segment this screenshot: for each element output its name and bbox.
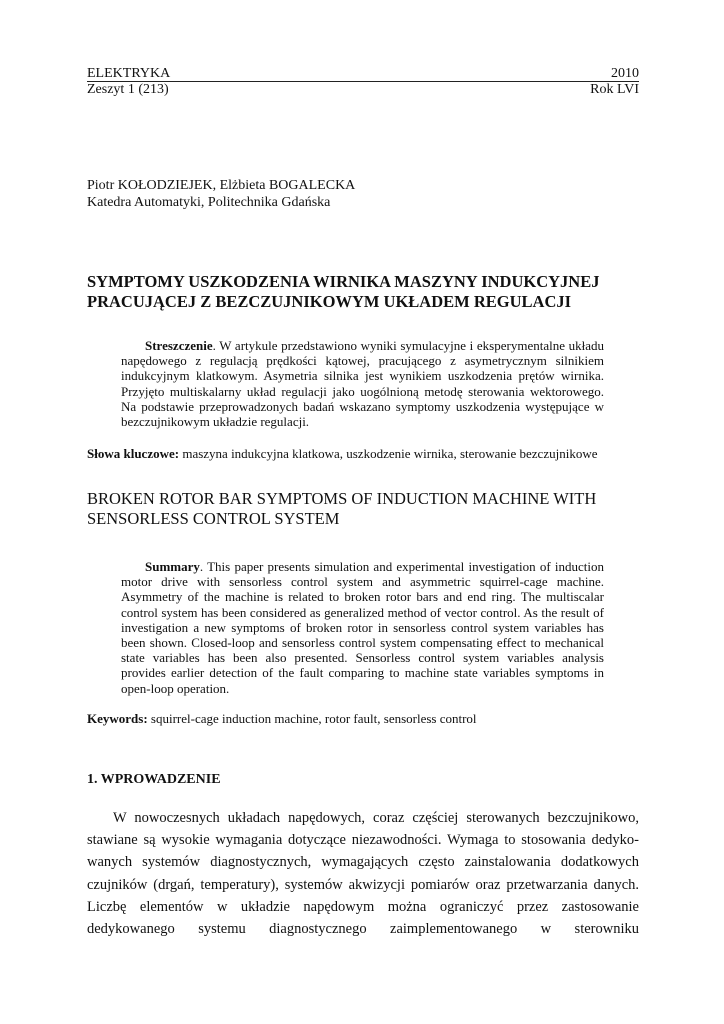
author-affiliation: Katedra Automatyki, Politechnika Gdańska — [87, 195, 331, 210]
author-names: Piotr KOŁODZIEJEK, Elżbieta BOGALECKA — [87, 178, 356, 193]
author-block — [87, 177, 355, 211]
keywords-english — [87, 711, 477, 727]
abstract-polish — [121, 338, 604, 429]
title-polish: SYMPTOMY USZKODZENIA WIRNIKA MASZYNY INDUKCYJNEJ PRACUJĄCEJ Z BEZCZUJNIKOWYM UKŁADEM REGULACJI — [87, 272, 600, 311]
keywords-polish — [87, 446, 597, 462]
abstract-english-text: . This paper presents simulation and experimental investigation of induction motor drive with sensorless control system and asymmetric squirrel-cage machine. Asymmetry of the machine is related to broken rotor bars and end ring. The multiscalar control system has been considered as generalized method of vector control. As the result of investigation a new symptoms of broken rotor in sensorless control system variables has been shown. Closed-loop and sensorless control system compensating effect to mechanical state variables has been also presented. Sensorless control system variables analysis provides earlier detection of the fault comparing to machine state variables symptoms in open-loop operation. — [121, 559, 604, 696]
section-body-text: W nowoczesnych układach napędowych, coraz częściej sterowanych bezczujnikowo, stawiane są wysokie wymagania dotyczące niezawodności. Wymaga to stosowania dedyko-wanych systemów diagnostycznych, wymagających często zainstalowania dodatkowych czujników (drgań, temperatury), systemów akwizycji pomiarów oraz przetwarzania danych. Liczbę elementów w układzie napędowym można ograniczyć przez zastosowanie dedykowanego systemu diagnostycznego zaimplementowanego w sterowniku — [87, 810, 639, 938]
running-header-top — [87, 66, 639, 82]
abstract-polish-text: . W artykule przedstawiono wyniki symulacyjne i eksperymentalne układu napędowego z regulacją prędkości kątowej, pracującego z asymetrycznym silnikiem indukcyjnym klatkowym. Asymetria silnika jest wynikiem uszkodzenia prętów wirnika. Przyjęto multiskalarny układ regulacji jako uogólnioną metodę sterowania wektorowego. Na podstawie przeprowadzonych badań wskazano symptomy uszkodzenia występujące w bezczujnikowym układzie regulacji. — [121, 338, 604, 430]
running-header-bottom — [87, 82, 639, 98]
keywords-english-label: Keywords: — [87, 711, 148, 726]
keywords-english-text: squirrel-cage induction machine, rotor fault, sensorless control — [147, 711, 477, 726]
journal-volume: Rok LVI — [590, 82, 639, 97]
journal-name: ELEKTRYKA — [87, 66, 171, 81]
journal-issue: Zeszyt 1 (213) — [87, 82, 169, 97]
journal-year: 2010 — [611, 66, 639, 81]
section-heading: 1. WPROWADZENIE — [87, 772, 221, 787]
abstract-english-label: Summary — [145, 559, 200, 574]
abstract-english — [121, 559, 604, 696]
abstract-polish-label: Streszczenie — [145, 338, 213, 353]
keywords-polish-label: Słowa kluczowe: — [87, 446, 180, 461]
title-english: BROKEN ROTOR BAR SYMPTOMS OF INDUCTION MACHINE WITH SENSORLESS CONTROL SYSTEM — [87, 489, 597, 528]
keywords-polish-text: maszyna indukcyjna klatkowa, uszkodzenie wirnika, sterowanie bezczujnikowe — [179, 446, 598, 461]
section-body-paragraph — [87, 807, 639, 940]
